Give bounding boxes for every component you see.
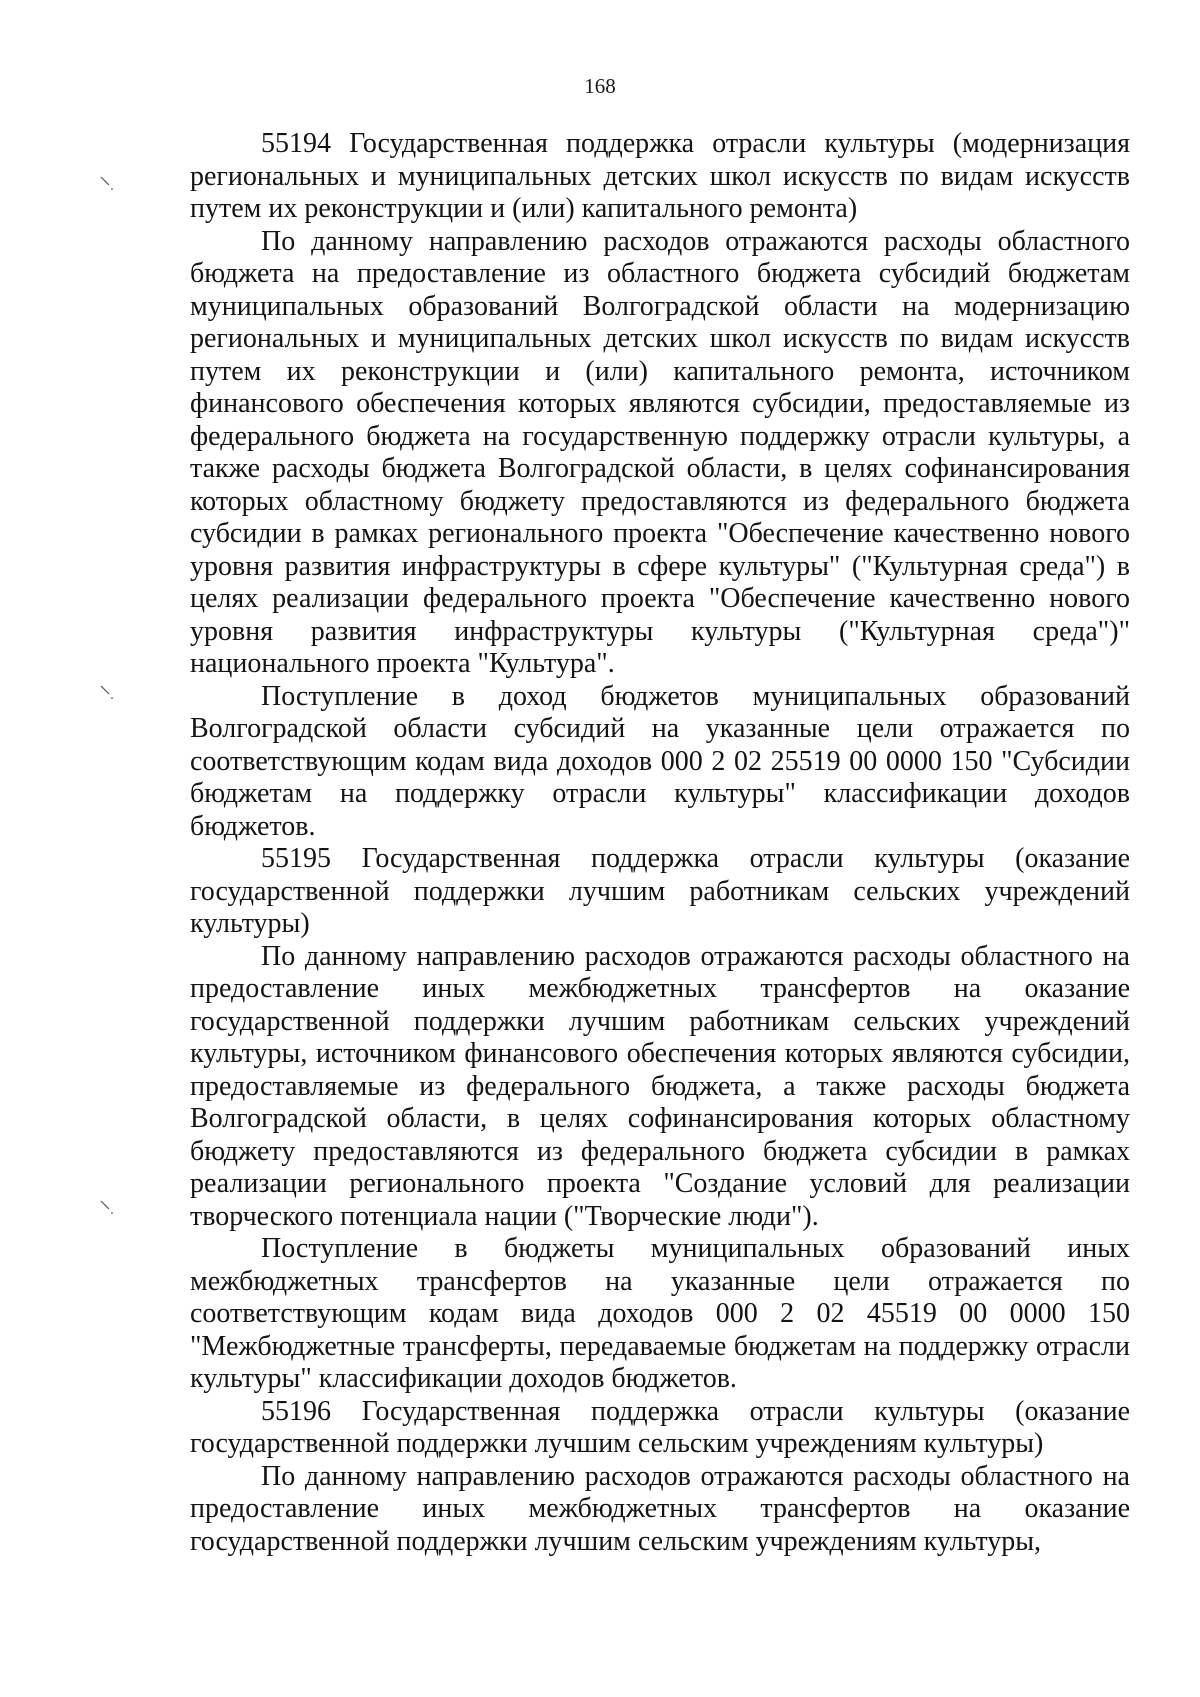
paragraph: Поступление в бюджеты муниципальных образований иных межбюджетных трансфертов на указанные цели отражается по соответствующим кодам вида доходов 000 2 02 45519 00 0000 150 "Межбюджетные трансферты, передаваемые бюджетам на поддержку отрасли культуры" классификации доходов бюджетов. <box>190 1233 1130 1394</box>
scan-mark <box>100 685 116 701</box>
scan-mark <box>100 176 116 192</box>
paragraph: По данному направлению расходов отражаются расходы областного на предоставление иных межбюджетных трансфертов на оказание государственной поддержки лучшим сельским учреждениям культуры, <box>190 1460 1130 1557</box>
paragraph: По данному направлению расходов отражаются расходы областного на предоставление иных межбюджетных трансфертов на оказание государственной поддержки лучшим работникам сельских учреждений культуры, источником финансового обеспечения которых являются субсидии, предоставляемые из федерального бюджета, а также расходы бюджета Волгоградской области, в целях софинансирования которых областному бюджету предоставляются из федерального бюджета субсидии в рамках реализации регионального проекта "Создание условий для реализации творческого потенциала нации ("Творческие люди"). <box>190 940 1130 1232</box>
paragraph-heading-55194: 55194 Государственная поддержка отрасли культуры (модернизация региональных и муниципальных детских школ искусств по видам искусств путем их реконструкции и (или) капитального ремонта) <box>190 128 1130 224</box>
paragraph: Поступление в доход бюджетов муниципальных образований Волгоградской области субсидий на указанные цели отражается по соответствующим кодам вида доходов 000 2 02 25519 00 0000 150 "Субсидии бюджетам на поддержку отрасли культуры" классификации доходов бюджетов. <box>190 680 1130 842</box>
paragraph-heading-55195: 55195 Государственная поддержка отрасли культуры (оказание государственной поддержки лучшим работникам сельских учреждений культуры) <box>190 843 1130 939</box>
body-text <box>190 128 1130 1558</box>
scan-mark <box>100 1200 116 1216</box>
page-number: 168 <box>584 74 616 98</box>
paragraph-heading-55196: 55196 Государственная поддержка отрасли культуры (оказание государственной поддержки лучшим сельским учреждениям культуры) <box>190 1395 1130 1459</box>
paragraph: По данному направлению расходов отражаются расходы областного бюджета на предоставление из областного бюджета субсидий бюджетам муниципальных образований Волгоградской области на модернизацию региональных и муниципальных детских школ искусств по видам искусств путем их реконструкции и (или) капитального ремонта, источником финансового обеспечения которых являются субсидии, предоставляемые из федерального бюджета на государственную поддержку отрасли культуры, а также расходы бюджета Волгоградской области, в целях софинансирования которых областному бюджету предоставляются из федерального бюджета субсидии в рамках регионального проекта "Обеспечение качественно нового уровня развития инфраструктуры в сфере культуры" ("Культурная среда") в целях реализации федерального проекта "Обеспечение качественно нового уровня развития инфраструктуры культуры ("Культурная среда")" национального проекта "Культура". <box>190 225 1130 679</box>
